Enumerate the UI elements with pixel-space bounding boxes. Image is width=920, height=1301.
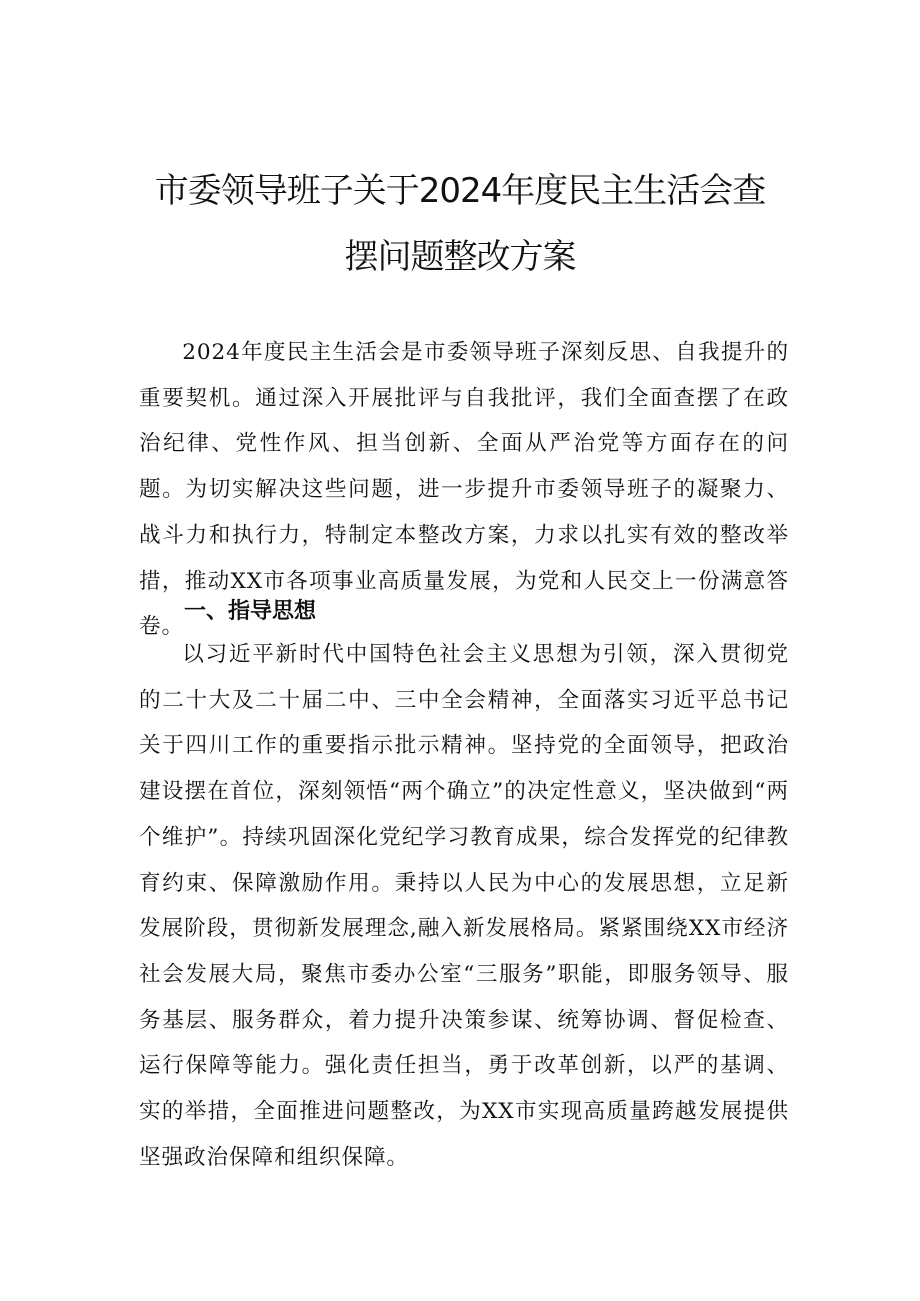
document-title-line-1: 市委领导班子关于2024年度民主生活会查 xyxy=(154,171,766,211)
guiding-ideology-paragraph: 以习近平新时代中国特色社会主义思想为引领，深入贯彻党的二十大及二十届二中、三中全会精神，全面落实习近平总书记关于四川工作的重要指示批示精神。坚持党的全面领导，把政治建设摆在首位，深刻领悟“两个确立”的决定性意义，坚决做到“两个维护”。持续巩固深化党纪学习教育成果，综合发挥党的纪律教育约束、保障激励作用。秉持以人民为中心的发展思想，立足新发展阶段，贯彻新发展理念,融入新发展格局。紧紧围绕XX市经济社会发展大局，聚焦市委办公室“三服务”职能，即服务领导、服务基层、服务群众，着力提升决策参谋、统筹协调、督促检查、运行保障等能力。强化责任担当，勇于改革创新，以严的基调、实的举措，全面推进问题整改，为XX市实现高质量跨越发展提供坚强政治保障和组织保障。 xyxy=(139,642,789,1170)
intro-paragraph: 2024年度民主生活会是市委领导班子深刻反思、自我提升的重要契机。通过深入开展批评与自我批评，我们全面查摆了在政治纪律、党性作风、担当创新、全面从严治党等方面存在的问题。为切实解决这些问题，进一步提升市委领导班子的凝聚力、战斗力和执行力，特制定本整改方案，力求以扎实有效的整改举措，推动XX市各项事业高质量发展，为党和人民交上一份满意答卷。 xyxy=(139,340,789,640)
section-heading-guiding-ideology: 一、指导思想 xyxy=(184,599,317,624)
document-title-line-2: 摆问题整改方案 xyxy=(344,237,576,277)
